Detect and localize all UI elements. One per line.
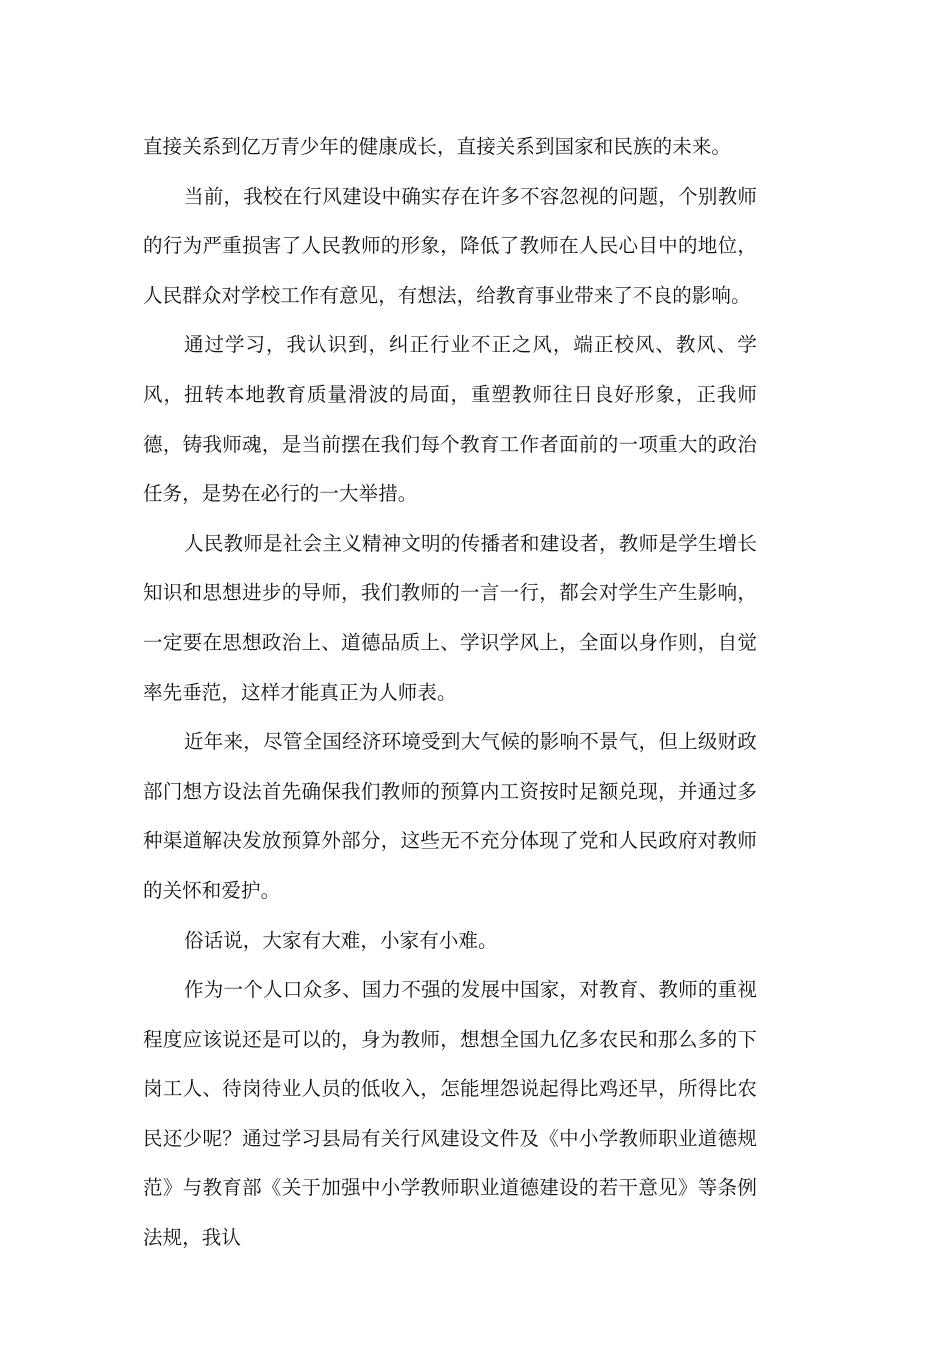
paragraph-7: 作为一个人口众多、国力不强的发展中国家，对教育、教师的重视程度应该说还是可以的，身为教师，想想全国九亿多农民和那么多的下岗工人、待岗待业人员的低收入，怎能埋怨说起得比鸡还早，所得比农民还少呢？通过学习县局有关行风建设文件及《中小学教师职业道德规范》与教育部《关于加强中小学教师职业道德建设的若干意见》等条例法规，我认: [143, 978, 757, 1250]
paragraph-2: 当前，我校在行风建设中确实存在许多不容忽视的问题，个别教师的行为严重损害了人民教师的形象，降低了教师在人民心目中的地位，人民群众对学校工作有意见，有想法，给教育事业带来了不良的影响。: [143, 184, 757, 307]
paragraph-5: 近年来，尽管全国经济环境受到大气候的影响不景气，但上级财政部门想方设法首先确保我们教师的预算内工资按时足额兑现，并通过多种渠道解决发放预算外部分，这些无不充分体现了党和人民政府对教师的关怀和爱护。: [143, 730, 757, 902]
paragraph-3: 通过学习，我认识到，纠正行业不正之风，端正校风、教风、学风，扭转本地教育质量滑波的局面，重塑教师往日良好形象，正我师德，铸我师魂，是当前摆在我们每个教育工作者面前的一项重大的政治任务，是势在必行的一大举措。: [143, 333, 757, 506]
paragraph-4: 人民教师是社会主义精神文明的传播者和建设者，教师是学生增长知识和思想进步的导师，我们教师的一言一行，都会对学生产生影响，一定要在思想政治上、道德品质上、学识学风上，全面以身作则，自觉率先垂范，这样才能真正为人师表。: [143, 531, 757, 704]
document-body: [143, 122, 757, 1263]
paragraph-1: 直接关系到亿万青少年的健康成长，直接关系到国家和民族的未来。: [143, 135, 732, 158]
paragraph-6: 俗话说，大家有大难，小家有小难。: [184, 928, 498, 952]
